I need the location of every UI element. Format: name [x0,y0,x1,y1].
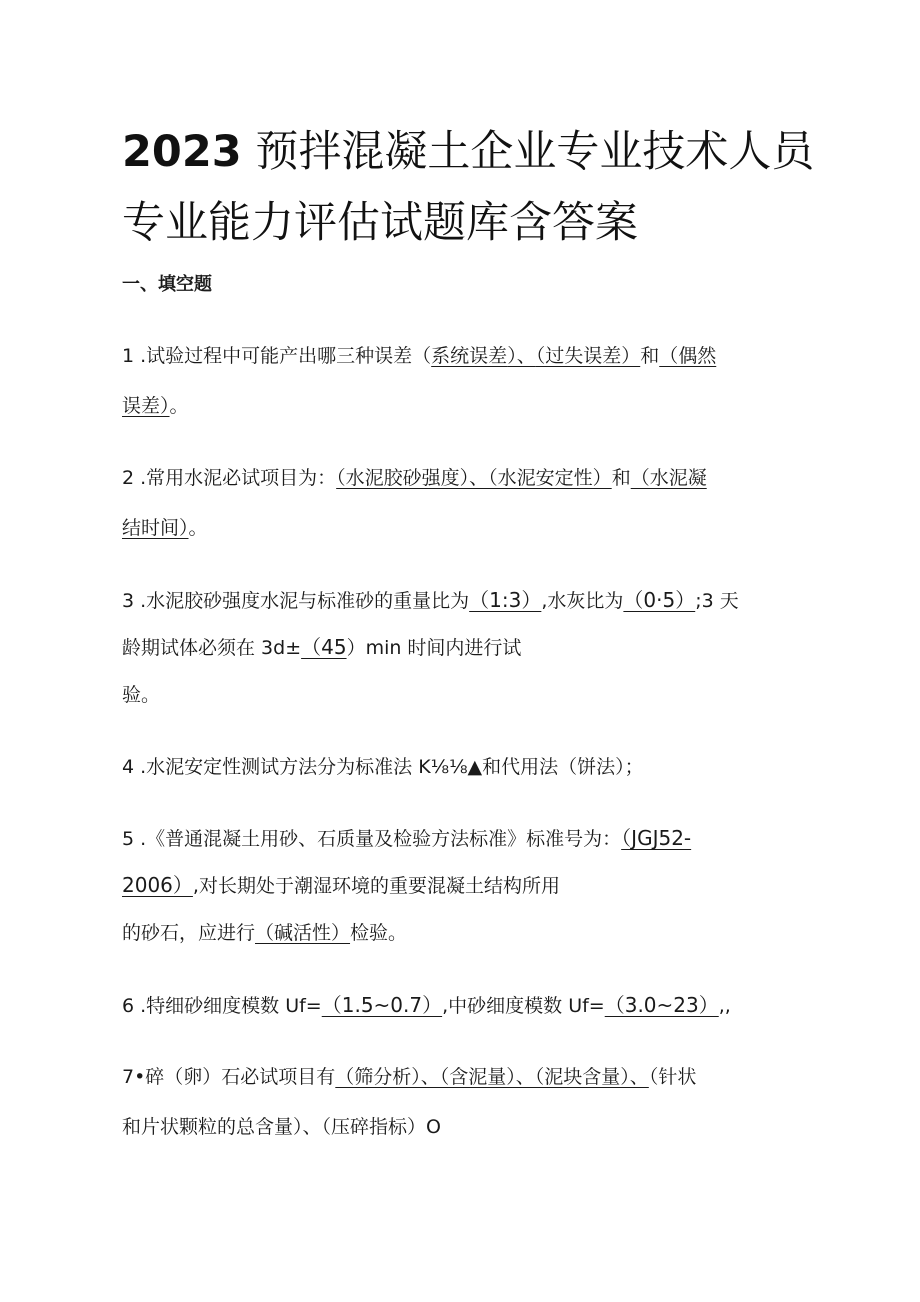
q6-answer-medium: （3.0~23） [604,993,719,1017]
question-5-line-2 [122,870,560,901]
q1-answer-1: 系统误差 [431,345,508,367]
q1-and: 和 [640,345,660,367]
q3-text-5: ）min 时间内进行试 [346,637,522,659]
question-3-line-2 [122,632,521,663]
question-4-line-1 [122,752,644,782]
q4-text: 4 .水泥安定性测试方法分为标准法 K⅛⅛▲和代用法（饼法）； [122,756,644,778]
q5-answer-alkali: （碱活性） [255,922,351,944]
question-5-line-1 [122,823,691,854]
q3-text-6: 验。 [122,684,161,706]
q5-text-2: ,对长期处于潮湿环境的重要混凝土结构所用 [192,875,560,897]
q3-text-4: 龄期试体必须在 3d± [122,637,302,659]
q5-text-3: 的砂石，应进行 [122,922,256,944]
q3-answer-wc: （0·5） [623,588,696,612]
q1-end: 。 [169,395,189,417]
q3-text-2: ,水灰比为 [541,590,624,612]
question-6-line-1 [122,990,731,1021]
q3-text: 3 .水泥胶砂强度水泥与标准砂的重量比为 [122,590,470,612]
q6-text: 6 .特细砂细度模数 Uf= [122,995,322,1017]
q2-and: 和 [611,467,631,489]
q7-text-2: 和片状颗粒的总含量）、（压碎指标）O [122,1116,441,1138]
q2-answer-3-start: （水泥凝 [630,467,707,489]
question-2-line-1 [122,463,707,493]
q1-text: 1 .试验过程中可能产出哪三种误差（ [122,345,432,367]
q2-end: 。 [188,517,208,539]
q2-answer-3-end: 结时间） [122,517,189,539]
section-heading: 一、填空题 [122,274,212,295]
q1-answer-2: （过失误差） [535,345,641,367]
question-5-line-3 [122,918,407,948]
q5-text: 5 .《普通混凝土用砂、石质量及检验方法标准》标准号为： [122,828,622,850]
q5-text-4: 检验。 [350,922,408,944]
q1-sep: ）、 [507,345,536,367]
q7-text: 7•碎（卵）石必试项目有 [122,1066,336,1088]
title-text-2: 专业能力评估试题库含答案 [122,198,638,248]
question-1-line-1 [122,341,716,371]
q3-answer-ratio: （1:3） [469,588,542,612]
question-2-line-2 [122,513,208,543]
question-3-line-1 [122,585,739,616]
q6-answer-fine: （1.5~0.7） [321,993,443,1017]
q5-answer-standard-start: （JGJ52- [621,826,692,850]
title-text-1: 预拌混凝土企业专业技术人员 [241,127,815,177]
q1-answer-3-end: 误差） [122,395,170,417]
question-1-line-2 [122,391,189,421]
question-7-line-1 [122,1062,696,1092]
question-7-line-2 [122,1112,441,1142]
q6-text-3: ,, [718,995,731,1017]
document-title-line-2 [122,195,638,251]
q7-answers: （筛分析）、（含泥量）、（泥块含量）、 [335,1066,649,1088]
q5-answer-standard-end: 2006） [122,873,193,897]
title-year: 2023 [122,127,242,177]
q2-text: 2 .常用水泥必试项目为： [122,467,337,489]
q6-text-2: ,中砂细度模数 Uf= [442,995,605,1017]
q3-answer-time: （45 [301,635,347,659]
q3-text-3: ;3 天 [695,590,739,612]
document-title-line-1 [122,124,814,180]
q2-answers: （水泥胶砂强度）、（水泥安定性） [336,467,612,489]
question-3-line-3 [122,680,160,710]
q1-answer-3-start: （偶然 [659,345,717,367]
q7-answer-4-start: （针状 [648,1066,697,1088]
